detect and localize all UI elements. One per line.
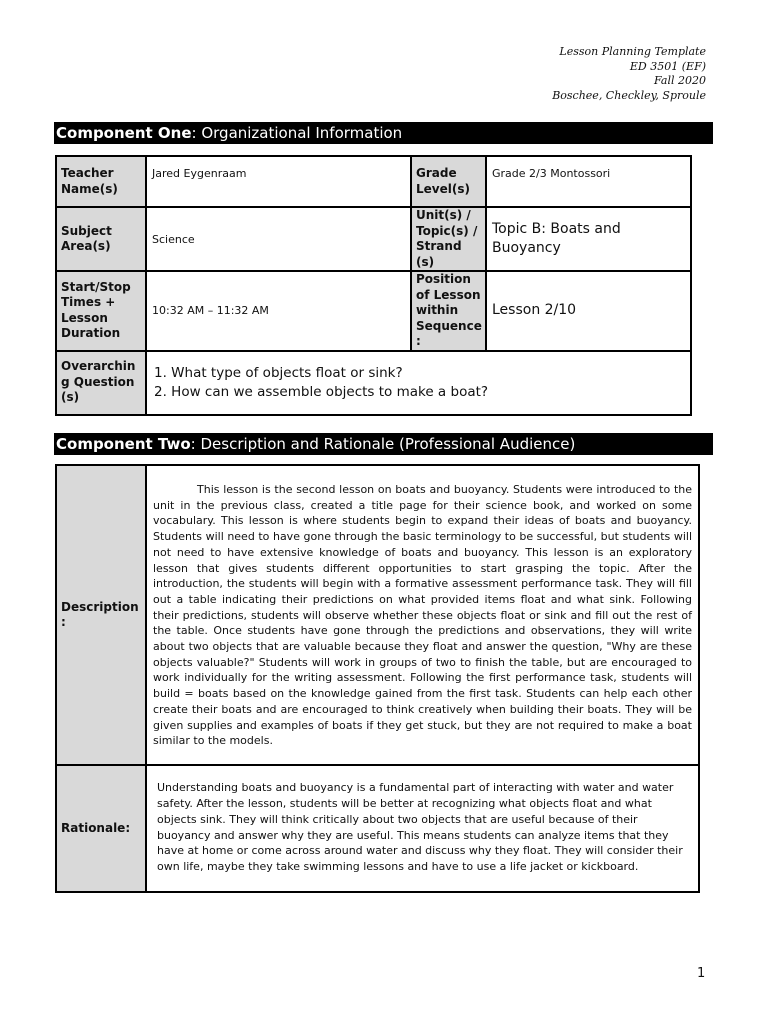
description-label: Description : [56,465,146,765]
component-one-title-bold: Component One [56,124,192,142]
table-row [56,765,699,892]
teacher-name-label: Teacher Name(s) [56,156,146,207]
table-row [56,271,691,351]
start-stop-times-value: 10:32 AM – 11:32 AM [146,271,411,351]
grade-level-value: Grade 2/3 Montossori [486,156,691,207]
rationale-label: Rationale: [56,765,146,892]
description-rationale-table [55,464,700,893]
unit-topic-label: Unit(s) / Topic(s) / Strand (s) [411,207,486,271]
unit-topic-value: Topic B: Boats and Buoyancy [486,207,691,271]
component-two-title-bold: Component Two [56,435,191,453]
grade-level-label: Grade Level(s) [411,156,486,207]
lesson-position-value: Lesson 2/10 [486,271,691,351]
header-term: Fall 2020 [654,74,706,87]
document-header [552,45,706,103]
table-row [56,156,691,207]
component-one-title-rest: : Organizational Information [191,124,403,142]
start-stop-times-label: Start/Stop Times + Lesson Duration [56,271,146,351]
component-two-heading [54,433,713,455]
subject-area-label: Subject Area(s) [56,207,146,271]
component-two-title-rest: : Description and Rationale (Professional Audience) [190,435,576,453]
question-item: 1. What type of objects float or sink? [154,364,403,381]
table-row [56,351,691,415]
table-row [56,207,691,271]
overarching-questions-value [146,351,691,415]
rationale-text: Understanding boats and buoyancy is a fundamental part of interacting with water and water safety. After the lesson, students will be better at recognizing what objects float and what objects sink. They will think critically about two objects that are useful because of their buoyancy and answer why they are useful. This means students can analyze items that they have at home or come across around water and discuss why they float. They will consider their own life, maybe they take swimming lessons and have to use a life jacket or kickboard. [157,781,683,873]
description-text [153,482,692,749]
lesson-position-label: Position of Lesson within Sequence : [411,271,486,351]
rationale-cell [146,765,699,892]
subject-area-value: Science [146,207,411,271]
header-course-code: ED 3501 (EF) [629,59,706,73]
header-template-name: Lesson Planning Template [559,45,706,58]
organizational-info-table [55,155,692,416]
teacher-name-value: Jared Eygenraam [146,156,411,207]
overarching-question-label: Overarching Question(s) [56,351,146,415]
description-body: This lesson is the second lesson on boats and buoyancy. Students were introduced to the unit in the previous class, created a title page for their science book, and worked on some vocabulary. This lesson is where students begin to expand their ideas of boats and buoyancy. Students will need to have gone through the basic terminology to be successful, but students will not need to have extensive knowledge of boats and buoyancy. This lesson is an exploratory lesson that gives students different opportunities to start grasping the topic. After the introduction, the students will begin with a formative assessment performance task. They will fill out a table indicating their predictions on what provided items float and what sink. Following their predictions, students will observe whether these objects float or sink and fill out the rest of the table. Once students have gone through the predictions and observations, they will write about two objects that are valuable because they float and answer the question, "Why are these objects valuable?" Students will work in groups of two to finish the table, but are encouraged to work individually for the writing assessment. Following the first performance task, students will build = boats based on the knowledge gained from the first task. Students can help each other create their boats and are encouraged to think creatively when building their boats. They will be given supplies and examples of boats if they get stuck, but they are not required to make a boat similar to the models. [153,483,692,748]
description-cell [146,465,699,765]
question-item: 2. How can we assemble objects to make a boat? [154,383,489,400]
table-row [56,465,699,765]
component-one-heading [54,122,713,144]
header-authors: Boschee, Checkley, Sproule [552,88,706,102]
page-number: 1 [697,966,706,981]
